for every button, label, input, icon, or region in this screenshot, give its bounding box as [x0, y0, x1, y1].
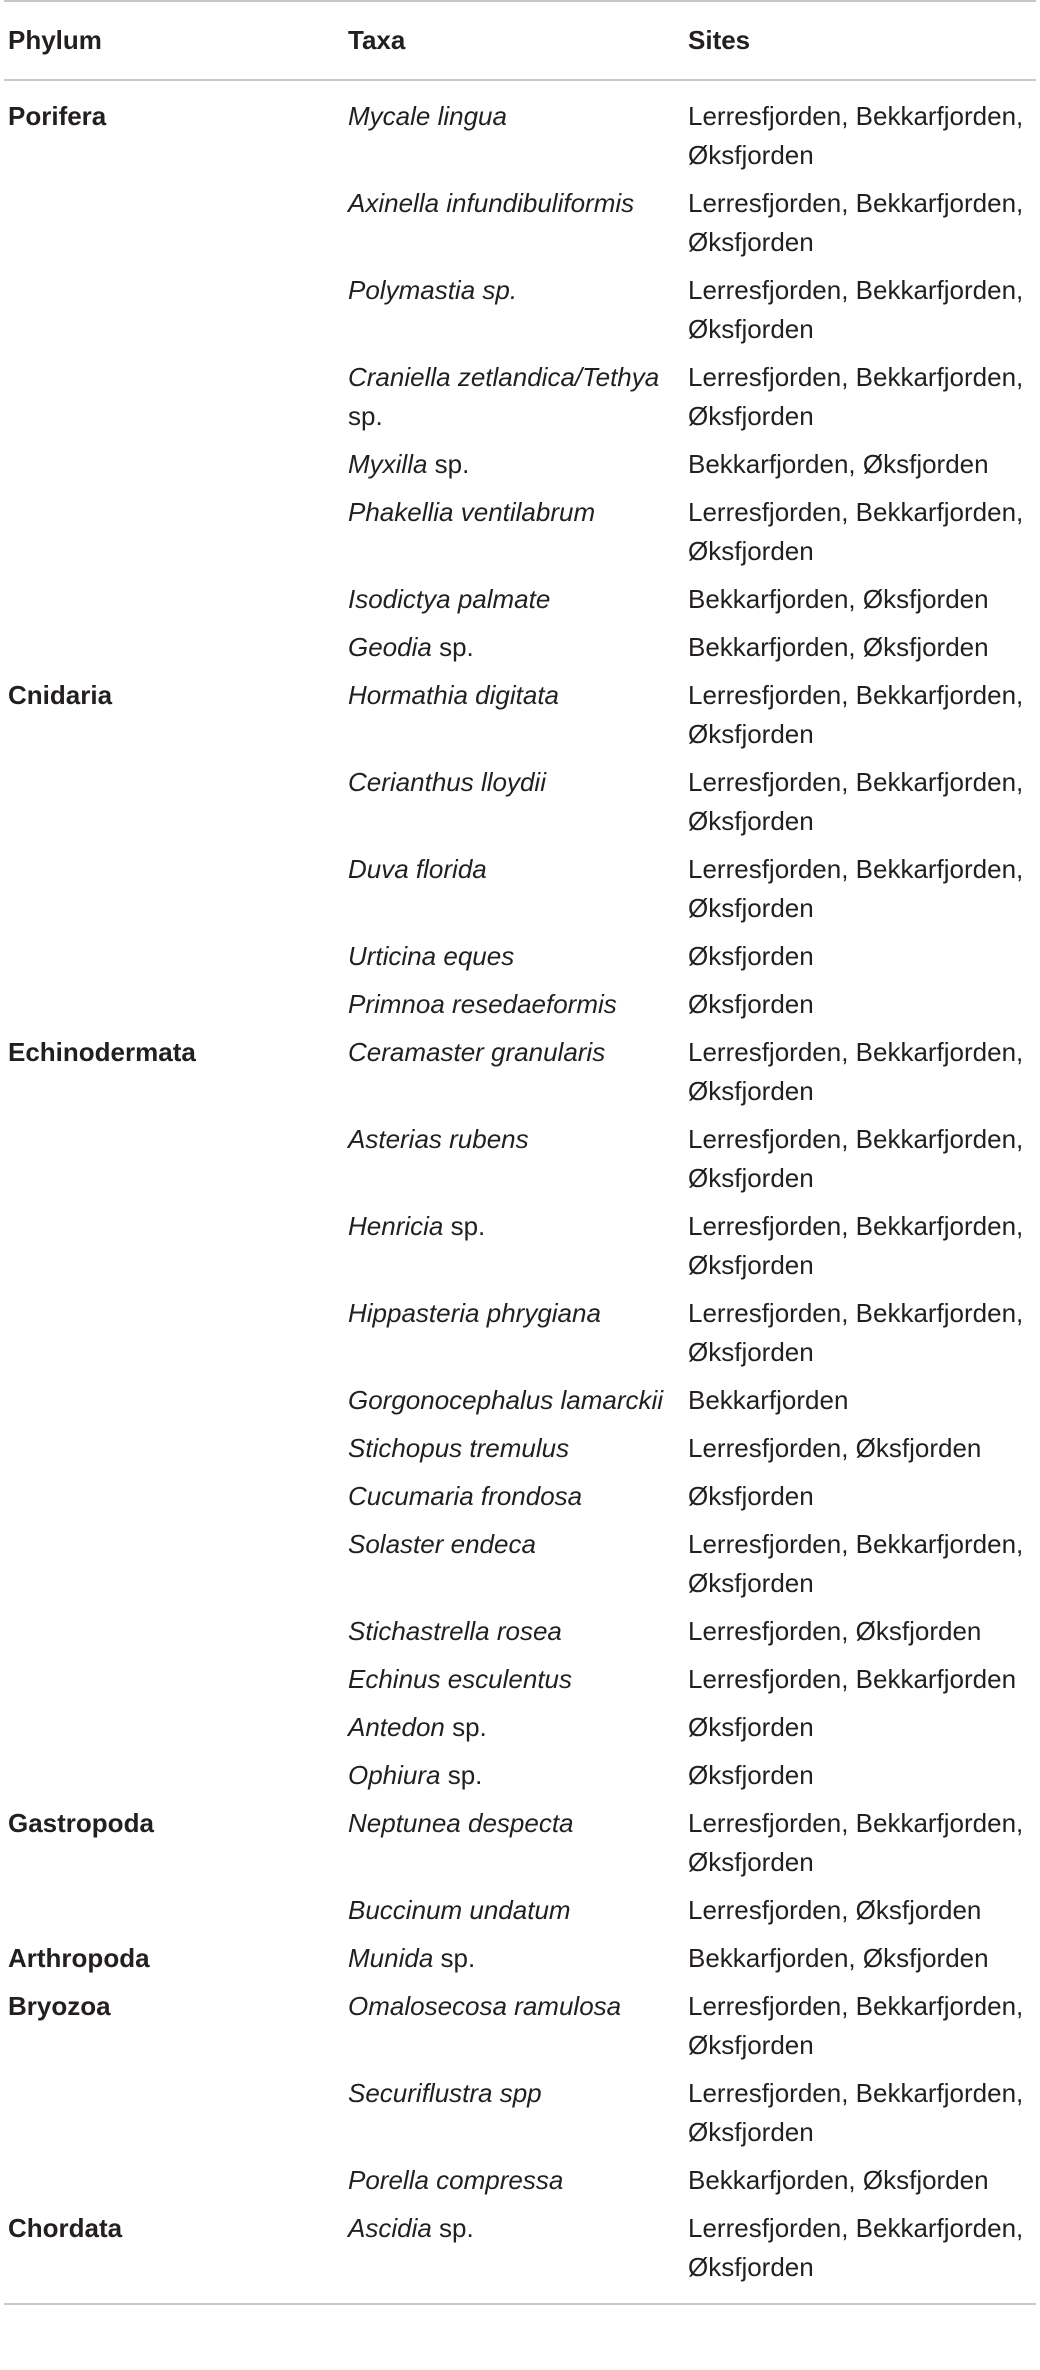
table-row [4, 2069, 1036, 2156]
taxa-cell [344, 1472, 684, 1520]
header-phylum: Phylum [8, 25, 102, 55]
taxa-name: Cerianthus lloydii [348, 767, 546, 797]
taxa-suffix: sp. [444, 1712, 487, 1742]
taxa-name: Craniella zetlandica/Tethya [348, 362, 660, 392]
table-row [4, 1289, 1036, 1376]
table-row [4, 671, 1036, 758]
sites-cell: Lerresfjorden, Bekkarfjorden, Øksfjorden [688, 101, 1024, 170]
sites-cell: Øksfjorden [688, 1712, 814, 1742]
phylum-cell [4, 575, 344, 623]
taxa-name: Duva florida [348, 854, 487, 884]
table-row [4, 1886, 1036, 1934]
taxa-name: Buccinum undatum [348, 1895, 571, 1925]
table-row [4, 758, 1036, 845]
taxa-cell [344, 353, 684, 440]
taxa-cell [344, 440, 684, 488]
table-row [4, 353, 1036, 440]
sites-cell: Lerresfjorden, Bekkarfjorden, Øksfjorden [688, 1211, 1024, 1280]
taxa-cell [344, 758, 684, 845]
table-row [4, 980, 1036, 1028]
table-row [4, 1799, 1036, 1886]
taxa-cell [344, 1424, 684, 1472]
table-row [4, 179, 1036, 266]
taxa-name: Neptunea despecta [348, 1808, 574, 1838]
sites-cell: Lerresfjorden, Bekkarfjorden, Øksfjorden [688, 362, 1024, 431]
table-row [4, 1520, 1036, 1607]
table-header [4, 1, 1036, 80]
taxa-name: Securiflustra spp [348, 2078, 542, 2108]
sites-cell: Lerresfjorden, Bekkarfjorden, Øksfjorden [688, 2078, 1024, 2147]
sites-cell: Øksfjorden [688, 1481, 814, 1511]
taxa-name: Antedon [348, 1712, 445, 1742]
header-sites: Sites [688, 25, 751, 55]
taxa-name: Solaster endeca [348, 1529, 536, 1559]
table-row [4, 1028, 1036, 1115]
sites-cell: Lerresfjorden, Bekkarfjorden, Øksfjorden [688, 1037, 1024, 1106]
taxa-name: Primnoa resedaeformis [348, 989, 617, 1019]
taxa-cell [344, 179, 684, 266]
taxa-cell [344, 1376, 684, 1424]
taxa-suffix: sp. [348, 401, 383, 431]
phylum-cell [4, 1886, 344, 1934]
taxa-name: Ceramaster granularis [348, 1037, 606, 1067]
phylum-cell [4, 1115, 344, 1202]
sites-cell: Lerresfjorden, Bekkarfjorden, Øksfjorden [688, 2213, 1024, 2282]
phylum-cell [4, 1202, 344, 1289]
phylum-cell: Arthropoda [8, 1943, 150, 1973]
phylum-cell [4, 1289, 344, 1376]
phylum-cell [4, 932, 344, 980]
taxa-cell [344, 1751, 684, 1799]
taxa-cell [344, 488, 684, 575]
sites-cell: Lerresfjorden, Øksfjorden [688, 1895, 982, 1925]
table-row [4, 266, 1036, 353]
header-taxa: Taxa [348, 25, 406, 55]
taxa-name: Stichopus tremulus [348, 1433, 570, 1463]
sites-cell: Bekkarfjorden, Øksfjorden [688, 632, 989, 662]
sites-cell: Øksfjorden [688, 941, 814, 971]
taxa-name: Mycale lingua [348, 101, 507, 131]
taxa-cell [344, 2156, 684, 2204]
sites-cell: Lerresfjorden, Bekkarfjorden, Øksfjorden [688, 497, 1024, 566]
taxa-name: Asterias rubens [348, 1124, 529, 1154]
phylum-cell [4, 1424, 344, 1472]
phylum-cell [4, 1520, 344, 1607]
taxa-suffix: sp. [440, 1760, 483, 1790]
phylum-cell [4, 758, 344, 845]
taxa-cell [344, 2069, 684, 2156]
taxa-cell [344, 1028, 684, 1115]
taxa-name: Gorgonocephalus lamarckii [348, 1385, 664, 1415]
table-row [4, 623, 1036, 671]
taxa-cell [344, 671, 684, 758]
taxa-name: Polymastia sp. [348, 275, 518, 305]
taxa-cell [344, 80, 684, 179]
table-row [4, 2204, 1036, 2304]
taxa-name: Porella compressa [348, 2165, 564, 2195]
table-row [4, 1982, 1036, 2069]
table-row [4, 488, 1036, 575]
taxa-name: Cucumaria frondosa [348, 1481, 583, 1511]
phylum-cell: Echinodermata [8, 1037, 196, 1067]
phylum-cell [4, 623, 344, 671]
sites-cell: Lerresfjorden, Bekkarfjorden, Øksfjorden [688, 767, 1024, 836]
phylum-cell: Cnidaria [8, 680, 113, 710]
header-row [4, 1, 1036, 80]
taxa-cell [344, 1934, 684, 1982]
taxa-name: Omalosecosa ramulosa [348, 1991, 622, 2021]
table-row [4, 1751, 1036, 1799]
phylum-cell [4, 845, 344, 932]
table-row [4, 1703, 1036, 1751]
sites-cell: Lerresfjorden, Bekkarfjorden [688, 1664, 1017, 1694]
taxa-cell [344, 575, 684, 623]
phylum-cell [4, 440, 344, 488]
table-row [4, 1607, 1036, 1655]
phylum-cell: Gastropoda [8, 1808, 154, 1838]
phylum-cell [4, 353, 344, 440]
taxa-cell [344, 1607, 684, 1655]
taxa-name: Ascidia [348, 2213, 432, 2243]
phylum-cell: Bryozoa [8, 1991, 111, 2021]
taxa-name: Henricia [348, 1211, 444, 1241]
taxa-cell [344, 1289, 684, 1376]
table-row [4, 932, 1036, 980]
phylum-cell [4, 179, 344, 266]
table-row [4, 1202, 1036, 1289]
phylum-cell: Chordata [8, 2213, 123, 2243]
phylum-cell: Porifera [8, 101, 107, 131]
sites-cell: Bekkarfjorden [688, 1385, 849, 1415]
taxa-name: Hormathia digitata [348, 680, 559, 710]
phylum-cell [4, 1607, 344, 1655]
taxa-sites-table [4, 0, 1036, 2305]
taxa-cell [344, 1202, 684, 1289]
taxa-cell [344, 1799, 684, 1886]
sites-cell: Lerresfjorden, Bekkarfjorden, Øksfjorden [688, 1529, 1024, 1598]
taxa-cell [344, 980, 684, 1028]
phylum-cell [4, 1376, 344, 1424]
taxa-name: Ophiura [348, 1760, 441, 1790]
sites-cell: Bekkarfjorden, Øksfjorden [688, 449, 989, 479]
sites-cell: Lerresfjorden, Bekkarfjorden, Øksfjorden [688, 854, 1024, 923]
taxa-cell [344, 1703, 684, 1751]
taxa-cell [344, 623, 684, 671]
sites-cell: Lerresfjorden, Øksfjorden [688, 1616, 982, 1646]
taxa-suffix: sp. [431, 2213, 474, 2243]
taxa-cell [344, 1520, 684, 1607]
taxa-cell [344, 845, 684, 932]
phylum-cell [4, 980, 344, 1028]
table-row [4, 1655, 1036, 1703]
taxa-name: Urticina eques [348, 941, 515, 971]
table-row [4, 1424, 1036, 1472]
taxa-suffix: sp. [431, 632, 474, 662]
table-row [4, 1472, 1036, 1520]
taxa-name: Hippasteria phrygiana [348, 1298, 601, 1328]
table-row [4, 440, 1036, 488]
phylum-cell [4, 2156, 344, 2204]
table-row [4, 575, 1036, 623]
table-row [4, 2156, 1036, 2204]
phylum-cell [4, 1472, 344, 1520]
phylum-cell [4, 266, 344, 353]
phylum-cell [4, 2069, 344, 2156]
sites-cell: Lerresfjorden, Bekkarfjorden, Øksfjorden [688, 1124, 1024, 1193]
taxa-cell [344, 1115, 684, 1202]
taxa-name: Geodia [348, 632, 432, 662]
sites-cell: Lerresfjorden, Bekkarfjorden, Øksfjorden [688, 1808, 1024, 1877]
sites-cell: Lerresfjorden, Bekkarfjorden, Øksfjorden [688, 1991, 1024, 2060]
taxa-cell [344, 932, 684, 980]
sites-cell: Lerresfjorden, Øksfjorden [688, 1433, 982, 1463]
sites-cell: Bekkarfjorden, Øksfjorden [688, 1943, 989, 1973]
taxa-name: Myxilla [348, 449, 428, 479]
sites-cell: Lerresfjorden, Bekkarfjorden, Øksfjorden [688, 680, 1024, 749]
taxa-suffix: sp. [433, 1943, 476, 1973]
taxa-name: Isodictya palmate [348, 584, 551, 614]
sites-cell: Lerresfjorden, Bekkarfjorden, Øksfjorden [688, 1298, 1024, 1367]
taxa-cell [344, 266, 684, 353]
phylum-cell [4, 1703, 344, 1751]
taxa-cell [344, 1655, 684, 1703]
phylum-cell [4, 1751, 344, 1799]
table-row [4, 1376, 1036, 1424]
sites-cell: Lerresfjorden, Bekkarfjorden, Øksfjorden [688, 188, 1024, 257]
table-row [4, 1115, 1036, 1202]
taxa-cell [344, 1886, 684, 1934]
taxa-name: Munida [348, 1943, 434, 1973]
table-row [4, 80, 1036, 179]
phylum-cell [4, 488, 344, 575]
sites-cell: Øksfjorden [688, 989, 814, 1019]
table-body [4, 80, 1036, 2304]
taxa-cell [344, 2204, 684, 2304]
taxa-name: Phakellia ventilabrum [348, 497, 596, 527]
sites-cell: Bekkarfjorden, Øksfjorden [688, 2165, 989, 2195]
phylum-cell [4, 1655, 344, 1703]
sites-cell: Øksfjorden [688, 1760, 814, 1790]
taxa-suffix: sp. [443, 1211, 486, 1241]
table-row [4, 845, 1036, 932]
taxa-name: Axinella infundibuliformis [348, 188, 635, 218]
table-row [4, 1934, 1036, 1982]
taxa-cell [344, 1982, 684, 2069]
taxa-name: Stichastrella rosea [348, 1616, 562, 1646]
taxa-suffix: sp. [427, 449, 470, 479]
taxa-name: Echinus esculentus [348, 1664, 573, 1694]
sites-cell: Bekkarfjorden, Øksfjorden [688, 584, 989, 614]
sites-cell: Lerresfjorden, Bekkarfjorden, Øksfjorden [688, 275, 1024, 344]
